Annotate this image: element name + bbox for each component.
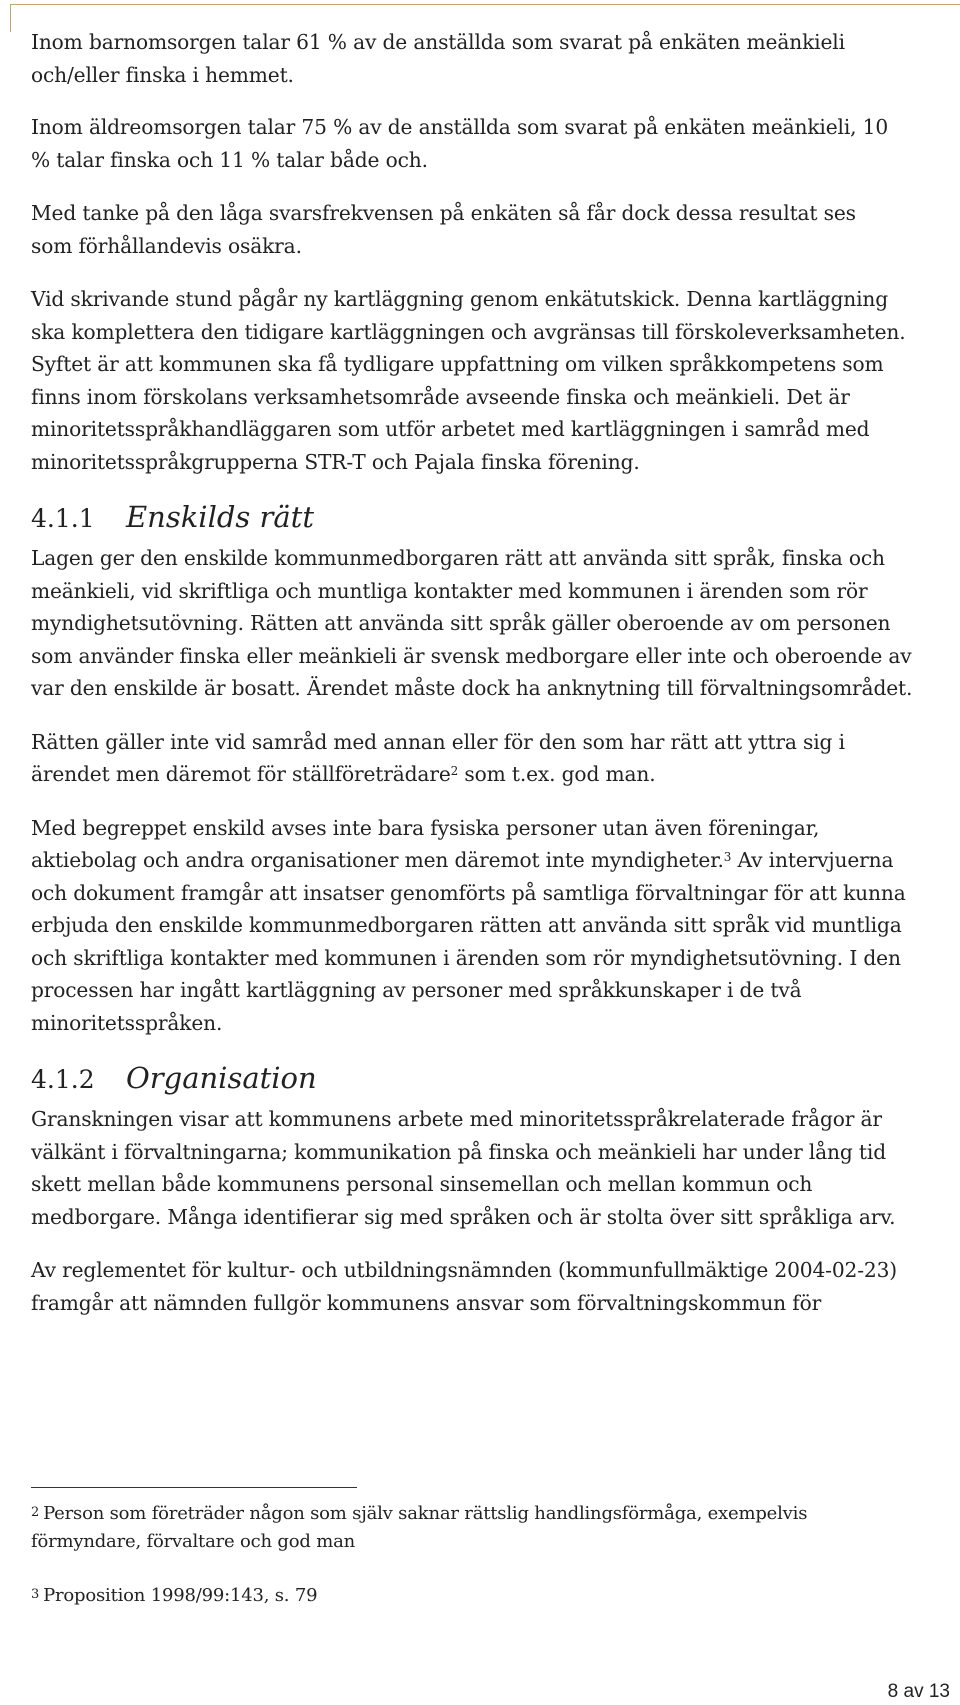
paragraph-aldreomsorg: Inom äldreomsorgen talar 75 % av de anställda som svarat på enkäten meänkieli, 10 % talar finska och 11 % talar både och. — [31, 115, 889, 172]
paragraph-enskild — [31, 812, 911, 1040]
footnote-separator — [31, 1487, 357, 1488]
paragraph-svarsfrekvens: Med tanke på den låga svarsfrekvensen på enkäten så får dock dessa resultat ses som förhållandevis osäkra. — [31, 201, 856, 258]
footnote-ref-2: 2 — [450, 764, 459, 778]
footnote-text: Proposition 1998/99:143, s. 79 — [43, 1585, 318, 1606]
text-span: Rätten gäller inte vid samråd med annan eller för den som har rätt att yttra sig i ärendet men däremot för ställföreträdare — [31, 729, 845, 786]
section-heading-4-1-1 — [31, 500, 960, 540]
section-number: 4.1.1 — [31, 504, 95, 533]
paragraph-barnomsorg: Inom barnomsorgen talar 61 % av de anställda som svarat på enkäten meänkieli och/eller finska i hemmet. — [31, 30, 845, 87]
paragraph-granskningen: Granskningen visar att kommunens arbete med minoritetsspråkrelaterade frågor är välkänt i förvaltningarna; kommunikation på finska och meänkieli har under lång tid skett mellan både kommunens personal sinsemellan och mellan kommun och medborgare. Många identifierar sig med språken och är stolta över sitt språkliga arv. — [31, 1107, 896, 1229]
footnote-2 — [31, 1499, 911, 1556]
text-span: Av intervjuerna och dokument framgår att insatser genomförts på samtliga förvaltningar för att kunna erbjuda den enskilde kommunmedborgaren rätten att använda sitt språk vid muntliga och skriftliga kontakter med kommunen i ärenden som rör myndighetsutövning. I den processen har ingått kartläggning av personer med språkkunskaper i de två minoritetsspråken. — [31, 848, 906, 1035]
document-body — [31, 26, 960, 1319]
section-title: Enskilds rätt — [126, 500, 314, 534]
footnote-ref-3: 3 — [723, 850, 732, 864]
section-heading-4-1-2 — [31, 1061, 960, 1101]
section-title: Organisation — [126, 1061, 317, 1095]
section-number: 4.1.2 — [31, 1065, 95, 1094]
footnote-mark: 2 — [31, 1505, 40, 1520]
footnote-mark: 3 — [31, 1587, 40, 1602]
page-number: 8 av 13 — [887, 1681, 950, 1702]
paragraph-lagen: Lagen ger den enskilde kommunmedborgaren rätt att använda sitt språk, finska och meänkieli, vid skriftliga och muntliga kontakter med kommunen i ärenden som rör myndighetsutövning. Rätten att använda sitt språk gäller oberoende av om personen som använder finska eller meänkieli är svensk medborgare eller inte och oberoende av var den enskilde är bosatt. Ärendet måste dock ha anknytning till förvaltningsområdet. — [31, 546, 913, 700]
page-border-top — [10, 4, 960, 5]
footnote-3 — [31, 1581, 931, 1610]
paragraph-ratten-galler — [31, 726, 851, 791]
footnote-text: Person som företräder någon som själv saknar rättslig handlingsförmåga, exempelvis förmyndare, förvaltare och god man — [31, 1503, 808, 1552]
text-span: som t.ex. god man. — [458, 762, 656, 786]
paragraph-kartlaggning: Vid skrivande stund pågår ny kartläggning genom enkätutskick. Denna kartläggning ska komplettera den tidigare kartläggningen och avgränsas till förskoleverksamheten. Syftet är att kommunen ska få tydligare uppfattning om vilken språkkompetens som finns inom förskolans verksamhetsområde avseende finska och meänkieli. Det är minoritetsspråkhandläggaren som utför arbetet med kartläggningen i samråd med minoritetsspråkgrupperna STR-T och Pajala finska förening. — [31, 287, 906, 474]
page-border-left — [10, 4, 11, 32]
paragraph-reglementet: Av reglementet för kultur- och utbildningsnämnden (kommunfullmäktige 2004-02-23) framgår att nämnden fullgör kommunens ansvar som förvaltningskommun för — [31, 1258, 898, 1315]
text-span: Med begreppet enskild avses inte bara fysiska personer utan även föreningar, aktiebolag och andra organisationer men däremot inte myndigheter. — [31, 815, 820, 872]
